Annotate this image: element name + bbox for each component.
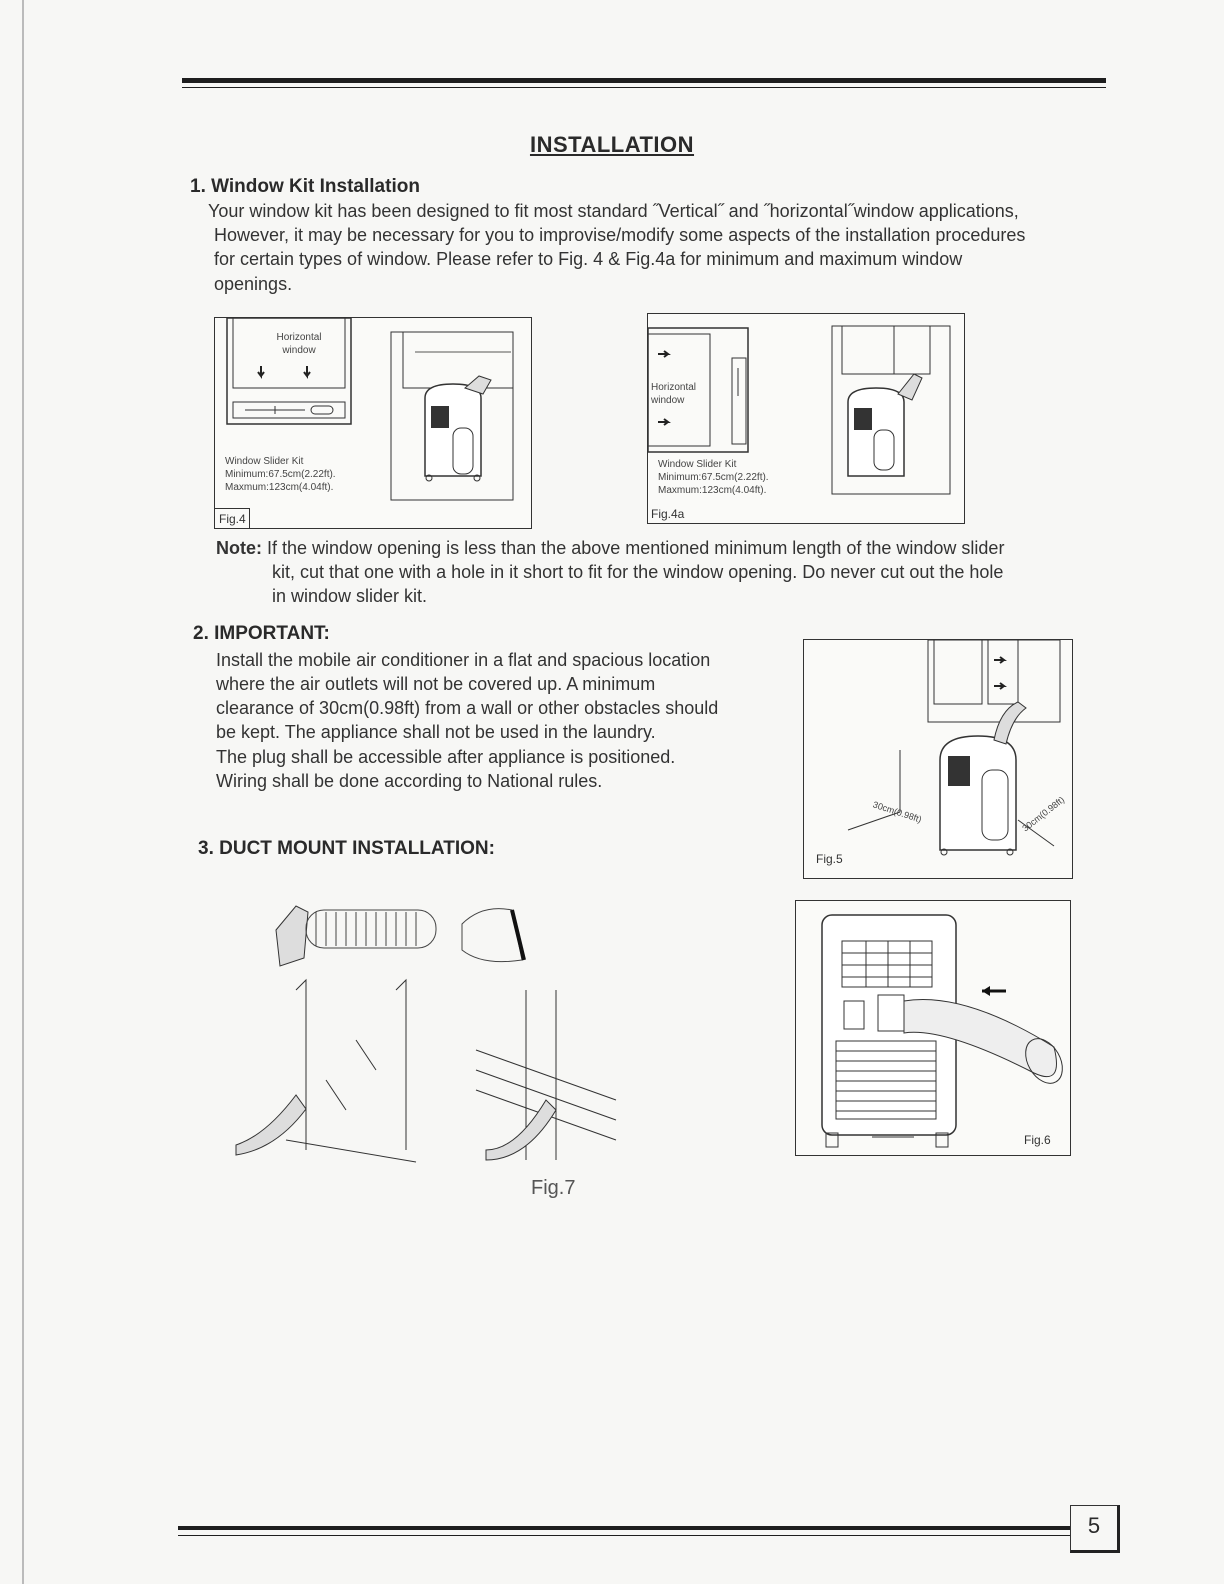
fig5-box xyxy=(803,639,1073,879)
section2-line-1: Install the mobile air conditioner in a flat and spacious location xyxy=(216,650,711,670)
section1-line-4: openings. xyxy=(214,274,293,294)
note-line-2: kit, cut that one with a hole in it short to fit for the window opening. Do never cut out the hole xyxy=(272,562,1004,582)
section3-heading: 3. DUCT MOUNT INSTALLATION: xyxy=(198,838,495,859)
top-rule-thick xyxy=(182,78,1106,83)
bottom-rule-thin xyxy=(178,1535,1070,1536)
section1-line-3: for certain types of window. Please refer to Fig. 4 & Fig.4a for minimum and maximum window xyxy=(214,249,963,269)
page-number: 5 xyxy=(1070,1505,1120,1553)
fig4a-box xyxy=(647,313,965,524)
fig7-illustration xyxy=(226,900,626,1180)
fig4a-kit-title: Window Slider Kit xyxy=(658,459,737,470)
fig5-illustration xyxy=(804,640,1072,878)
fig4-label: Fig.4 xyxy=(219,512,246,526)
section1-heading: 1. Window Kit Installation xyxy=(190,176,420,197)
section2-line-6: Wiring shall be done according to National rules. xyxy=(216,771,603,791)
fig6-illustration xyxy=(796,901,1070,1155)
fig7-label: Fig.7 xyxy=(531,1177,576,1199)
fig6-label: Fig.6 xyxy=(1024,1133,1051,1147)
fig4-kit-title: Window Slider Kit xyxy=(225,456,304,467)
page-title: INSTALLATION xyxy=(529,132,695,157)
fig4a-minimum: Minimum:67.5cm(2.22ft). xyxy=(658,472,769,483)
fig6-box xyxy=(795,900,1071,1156)
section2-line-2: where the air outlets will not be covered up. A minimum xyxy=(216,674,656,694)
note-line-3: in window slider kit. xyxy=(272,586,428,606)
note xyxy=(216,536,1004,561)
section2-line-5: The plug shall be accessible after appliance is positioned. xyxy=(216,747,676,767)
fig4a-label: Fig.4a xyxy=(651,507,685,521)
section2-heading: 2. IMPORTANT: xyxy=(193,623,330,644)
note-label: Note: xyxy=(216,538,262,558)
fig4-window-label-2: window xyxy=(282,345,316,356)
note-line-1: If the window opening is less than the above mentioned minimum length of the window slider xyxy=(267,538,1005,558)
fig4a-window-label-1: Horizontal xyxy=(651,382,697,393)
section2-line-3: clearance of 30cm(0.98ft) from a wall or other obstacles should xyxy=(216,698,719,718)
fig4a-window-label-2: window xyxy=(651,395,685,406)
fig5-label: Fig.5 xyxy=(816,852,843,866)
fig4a-maximum: Maxmum:123cm(4.04ft). xyxy=(658,485,767,496)
fig4-window-label-1: Horizontal xyxy=(276,332,322,343)
fig4-maximum: Maxmum:123cm(4.04ft). xyxy=(225,482,334,493)
fig4-box xyxy=(214,317,532,529)
fig5-dim-right: 30cm(0.98ft) xyxy=(1020,794,1067,834)
bottom-rule-thick xyxy=(178,1526,1070,1530)
page-edge-shadow xyxy=(22,0,24,1584)
section1-line-1: Your window kit has been designed to fit most standard ˝Vertical˝ and ˝horizontal˝window applications, xyxy=(208,201,1019,221)
section2-line-4: be kept. The appliance shall not be used in the laundry. xyxy=(216,722,656,742)
section1-line-2: However, it may be necessary for you to improvise/modify some aspects of the installation procedures xyxy=(214,225,1026,245)
fig4-minimum: Minimum:67.5cm(2.22ft). xyxy=(225,469,336,480)
fig5-dim-left: 30cm(0.98ft) xyxy=(871,799,923,825)
top-rule-thin xyxy=(182,87,1106,88)
